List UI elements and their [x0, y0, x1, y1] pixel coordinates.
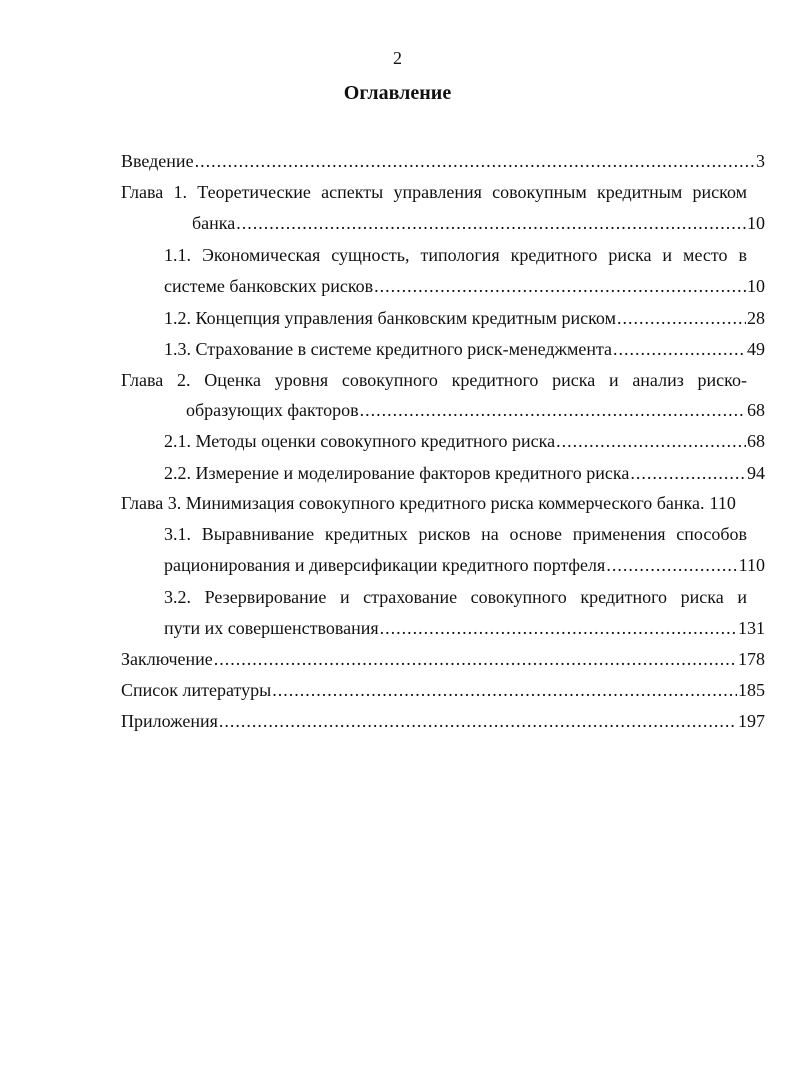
toc-page-number: 68	[747, 400, 765, 420]
toc-entry-title: пути их совершенствования	[164, 618, 379, 638]
toc-page-number: 28	[747, 308, 765, 328]
toc-entry-section-1-1-cont	[164, 274, 765, 298]
page-number: 2	[393, 48, 402, 68]
dot-leader	[272, 678, 737, 702]
toc-entry-title: 1.2. Концепция управления банковским кредитным риском	[164, 308, 616, 328]
toc-page-number: 197	[738, 711, 765, 731]
dot-leader	[360, 398, 746, 422]
toc-page-number: 49	[747, 339, 765, 359]
toc-page-number: 3	[756, 151, 765, 171]
toc-page-number: 94	[747, 463, 765, 483]
toc-entry-title: Приложения	[121, 711, 218, 731]
toc-page-number: 131	[738, 618, 765, 638]
toc-page-number: 110	[709, 493, 736, 513]
toc-entry-title: банка	[192, 213, 236, 233]
dot-leader	[374, 274, 746, 298]
toc-entry-chapter-3	[121, 491, 765, 515]
toc-entry-intro	[121, 149, 765, 173]
dot-leader	[556, 429, 746, 453]
dot-leader	[630, 461, 746, 485]
dot-leader	[219, 709, 737, 733]
toc-entry-title: Заключение	[121, 649, 213, 669]
toc-entry-section-1-3	[164, 337, 765, 361]
toc-entry-section-2-2	[164, 461, 765, 485]
toc-page-number: 10	[747, 213, 765, 233]
toc-entry-title: 2.2. Измерение и моделирование факторов кредитного риска	[164, 463, 630, 483]
page-title: Оглавление	[343, 82, 452, 104]
toc-page-number: 68	[747, 431, 765, 451]
toc-entry-references	[121, 678, 765, 702]
dot-leader	[613, 337, 746, 361]
toc-entry-section-3-2: 3.2. Резервирование и страхование совокупного кредитного риска и	[164, 587, 747, 607]
toc-entry-title: Введение	[121, 151, 194, 171]
toc-entry-title: 2.1. Методы оценки совокупного кредитного риска	[164, 431, 556, 451]
toc-entry-chapter-2: Глава 2. Оценка уровня совокупного кредитного риска и анализ риско-	[121, 370, 747, 390]
toc-entry-section-3-1-cont	[164, 553, 765, 577]
toc-entry-section-1-2	[164, 306, 765, 330]
toc-entry-title: 1.3. Страхование в системе кредитного риск-менеджмента	[164, 339, 613, 359]
toc-entry-title: Список литературы	[121, 680, 272, 700]
toc-entry-section-3-1: 3.1. Выравнивание кредитных рисков на основе применения способов	[164, 524, 747, 544]
toc-entry-title: образующих факторов	[186, 400, 359, 420]
toc-page-number: 185	[738, 680, 765, 700]
dot-leader	[617, 306, 746, 330]
dot-leader	[236, 211, 746, 235]
dot-leader	[606, 553, 737, 577]
dot-leader	[380, 616, 737, 640]
dot-leader	[214, 647, 737, 671]
dot-leader	[195, 149, 755, 173]
toc-entry-conclusion	[121, 647, 765, 671]
toc-page-number: 178	[738, 649, 765, 669]
toc-page-number: 10	[747, 276, 765, 296]
toc-entry-chapter-1: Глава 1. Теоретические аспекты управления совокупным кредитным риском	[121, 182, 747, 202]
toc-entry-appendices	[121, 709, 765, 733]
toc-entry-section-3-2-cont	[164, 616, 765, 640]
toc-entry-section-2-1	[164, 429, 765, 453]
toc-entry-title: системе банковских рисков	[164, 276, 374, 296]
toc-entry-chapter-1-cont	[192, 211, 765, 235]
toc-entry-title: Глава 3. Минимизация совокупного кредитного риска коммерческого банка.	[121, 493, 705, 513]
toc-page-number: 110	[738, 555, 765, 575]
toc-entry-section-1-1: 1.1. Экономическая сущность, типология кредитного риска и место в	[164, 245, 747, 265]
toc-entry-chapter-2-cont	[186, 398, 765, 422]
toc-entry-title: рационирования и диверсификации кредитного портфеля	[164, 555, 606, 575]
